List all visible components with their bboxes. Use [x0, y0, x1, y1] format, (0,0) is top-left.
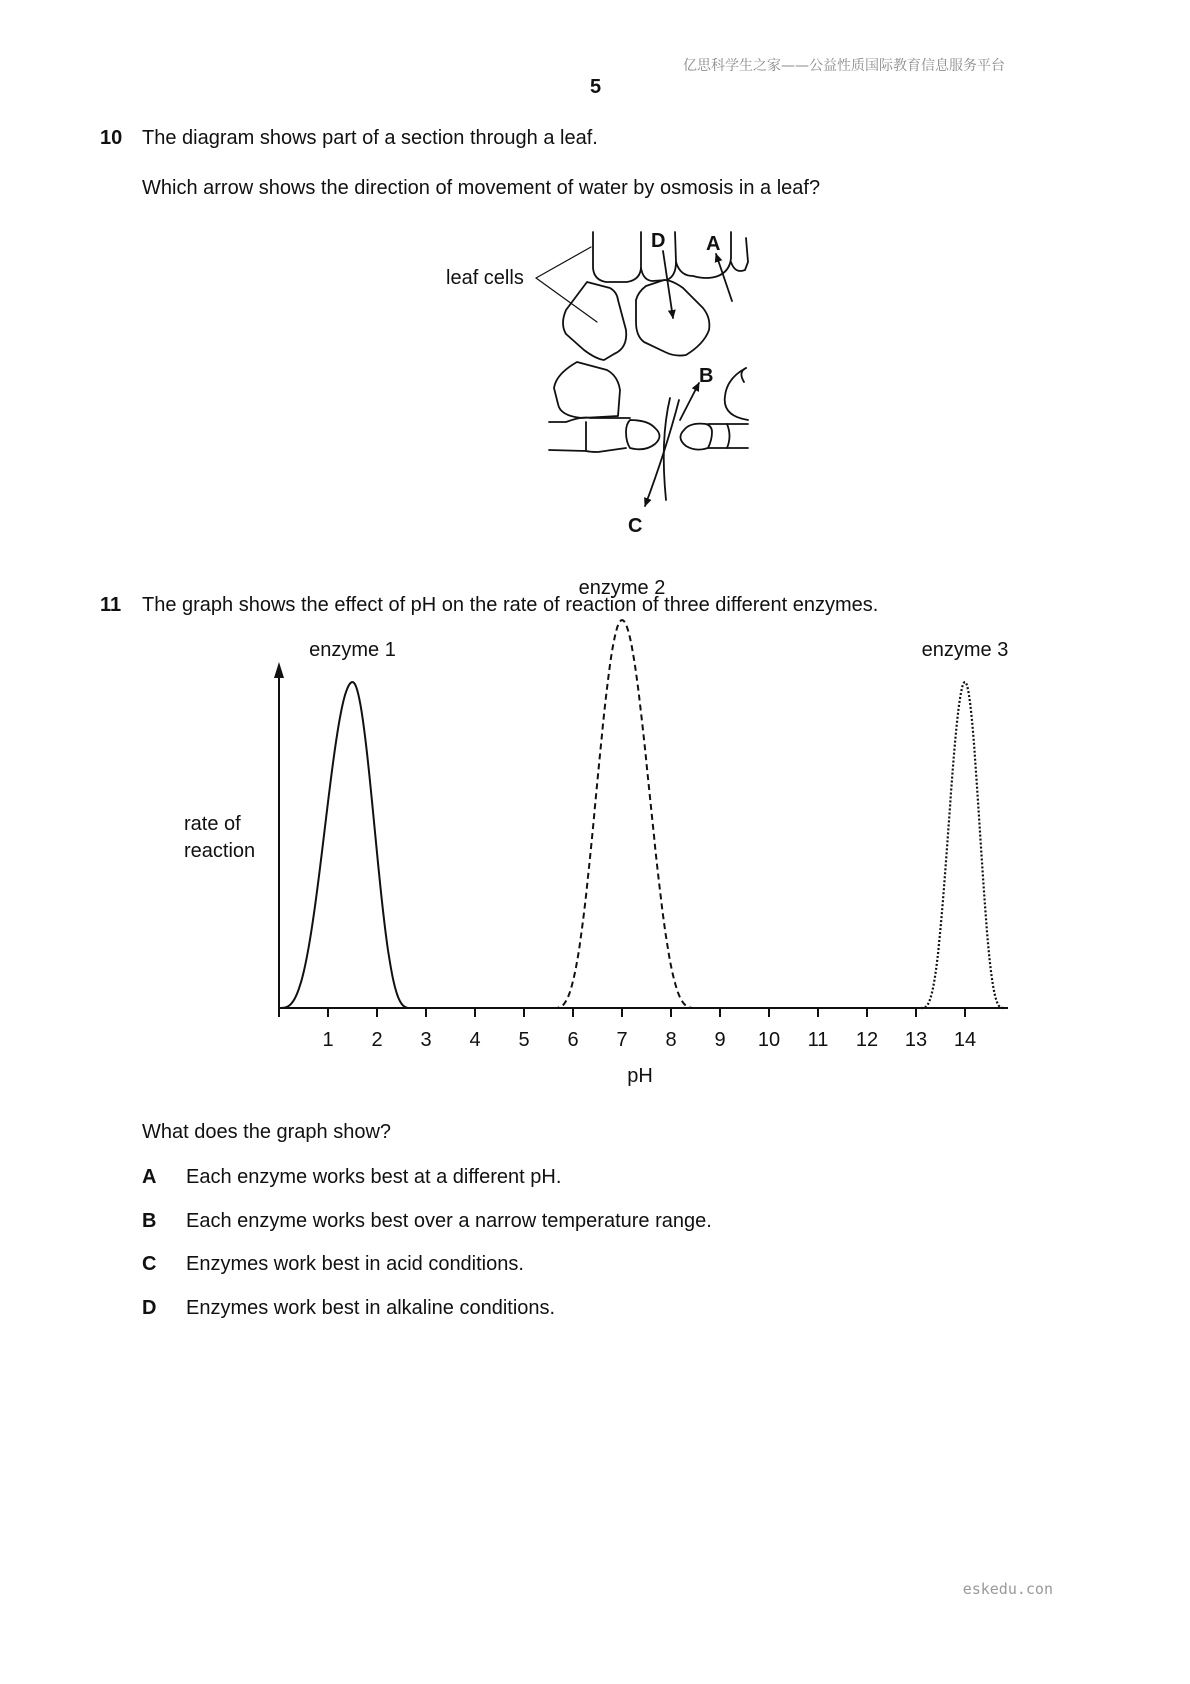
x-tick-label: 11: [807, 1029, 829, 1051]
arrow-D-label: D: [651, 230, 666, 252]
x-tick-label: 8: [665, 1029, 677, 1051]
option-D-letter[interactable]: D: [142, 1297, 157, 1319]
option-A-letter[interactable]: A: [142, 1166, 157, 1188]
header-watermark: 亿思科学生之家——公益性质国际教育信息服务平台: [683, 58, 1005, 74]
x-tick-label: 12: [855, 1029, 879, 1051]
x-tick-label: 1: [322, 1029, 334, 1051]
x-tick-label: 2: [371, 1029, 383, 1051]
series-line-enzyme-3: [921, 682, 1004, 1008]
option-B-text[interactable]: Each enzyme works best over a narrow temperature range.: [186, 1210, 712, 1232]
option-B-letter[interactable]: B: [142, 1210, 157, 1232]
series-line-enzyme-1: [279, 682, 411, 1008]
question-11-stem: The graph shows the effect of pH on the rate of reaction of three different enzymes.: [142, 594, 879, 616]
question-10-prompt: Which arrow shows the direction of movement of water by osmosis in a leaf?: [142, 177, 821, 199]
arrow-C-label: C: [628, 515, 643, 537]
question-11-number: 11: [100, 594, 122, 616]
series-label-enzyme-2: enzyme 2: [578, 577, 666, 600]
x-tick-label: 10: [757, 1029, 781, 1051]
x-tick-label: 5: [518, 1029, 530, 1051]
option-D-text[interactable]: Enzymes work best in alkaline conditions.: [186, 1297, 556, 1319]
page-number: 5: [590, 76, 602, 98]
option-A-text[interactable]: Each enzyme works best at a different pH.: [186, 1166, 562, 1188]
arrow-B-label: B: [699, 365, 714, 387]
y-axis-arrowhead: [274, 662, 284, 678]
y-axis-label-line1: rate of: [184, 813, 241, 835]
arrow-A-label: A: [706, 233, 721, 255]
leaf-cells-label: leaf cells: [446, 267, 524, 289]
question-11-prompt: What does the graph show?: [142, 1121, 392, 1143]
x-tick-label: 14: [953, 1029, 977, 1051]
y-axis-label-line2: reaction: [184, 840, 256, 862]
x-tick-label: 6: [567, 1029, 579, 1051]
option-C-letter[interactable]: C: [142, 1253, 157, 1275]
x-tick-label: 7: [616, 1029, 628, 1051]
question-10-stem: The diagram shows part of a section through a leaf.: [142, 127, 598, 149]
x-tick-label: 4: [469, 1029, 481, 1051]
series-line-enzyme-2: [553, 620, 695, 1008]
series-label-enzyme-1: enzyme 1: [309, 639, 396, 661]
question-10-number: 10: [100, 127, 123, 149]
x-tick-label: 13: [904, 1029, 928, 1051]
x-axis-label: pH: [627, 1065, 653, 1087]
option-C-text[interactable]: Enzymes work best in acid conditions.: [186, 1253, 524, 1275]
footer-site: eskedu.con: [962, 1580, 1053, 1598]
x-tick-label: 9: [714, 1029, 726, 1051]
x-tick-label: 3: [420, 1029, 432, 1051]
series-label-enzyme-3: enzyme 3: [921, 639, 1009, 661]
